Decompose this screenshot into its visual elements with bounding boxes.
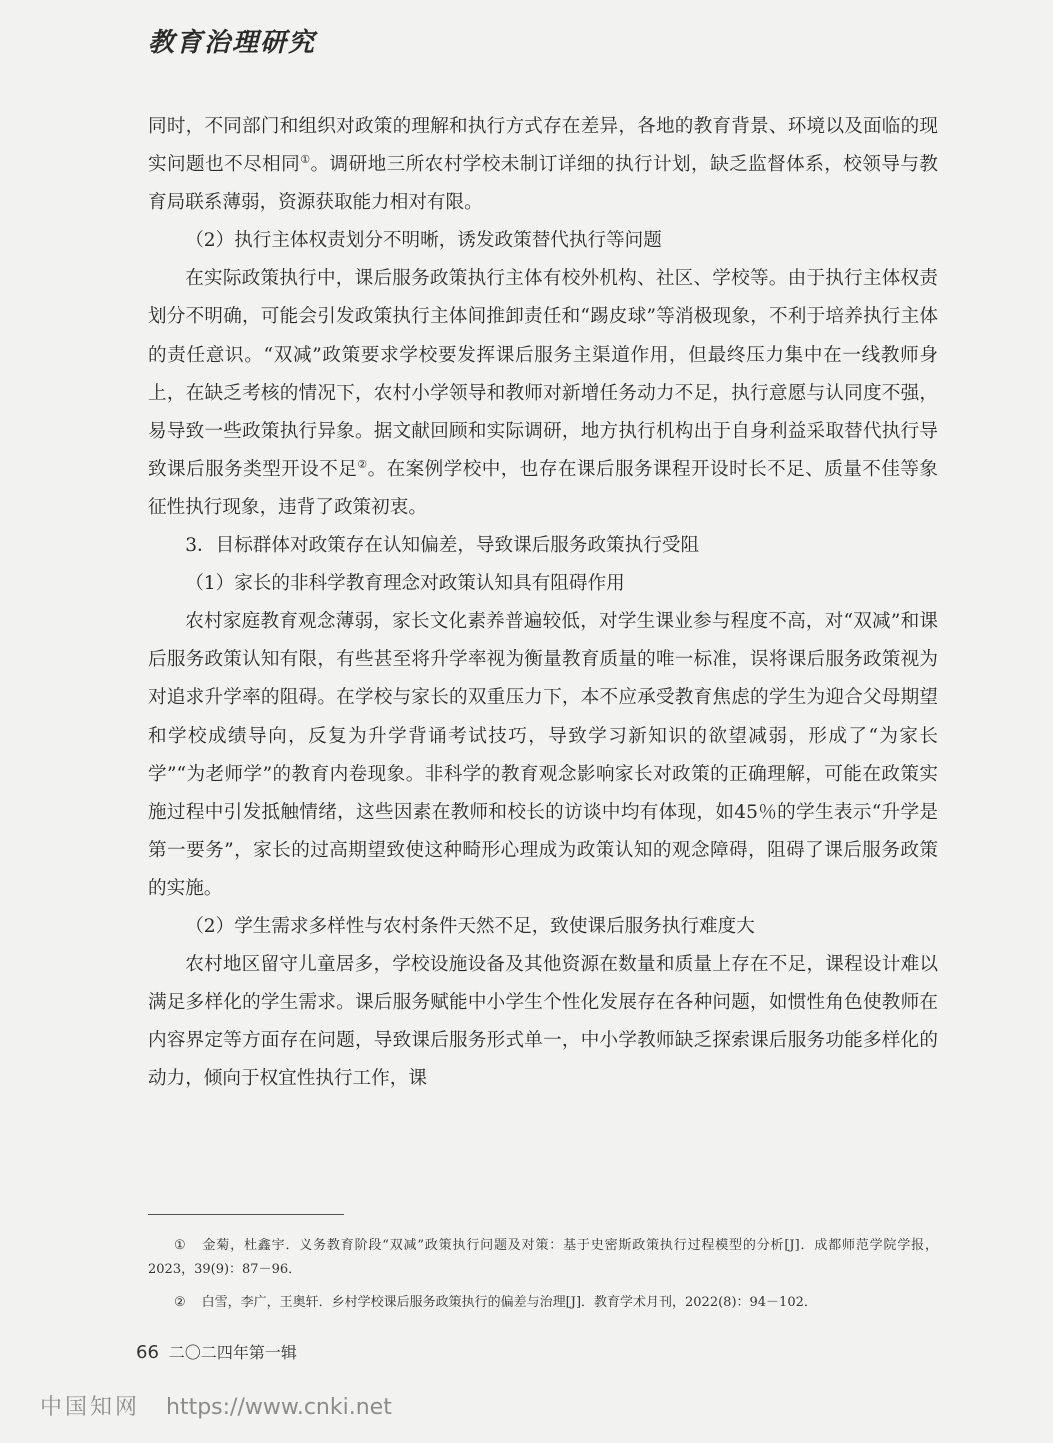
section-heading: 3．目标群体对政策存在认知偏差，导致课后服务政策执行受阻 (185, 535, 700, 557)
page-footer (136, 1340, 297, 1363)
paragraph: 农村家庭教育观念薄弱，家长文化素养普遍较低，对学生课业参与程度不高，对“双减”和课后服务政策认知有限，有些甚至将升学率视为衡量教育质量的唯一标准，误将课后服务政策视为对追求升学率的阻碍。在学校与家长的双重压力下，本不应承受教育焦虑的学生为迎合父母期望和学校成绩导向，反复为升学背诵考试技巧，导致学习新知识的欲望减弱，形成了“为家长学”“为老师学”的教育内卷现象。非科学的教育观念影响家长对政策的正确理解，可能在政策实施过程中引发抵触情绪，这些因素在教师和校长的访谈中均有体现，如45％的学生表示“升学是第一要务”，家长的过高期望致使这种畸形心理成为政策认知的观念障碍，阻碍了课后服务政策的实施。 (148, 611, 938, 899)
footnote-mark: ② (174, 1295, 186, 1310)
footnote-divider (148, 1214, 344, 1215)
footnote-ref-1[interactable]: ① (300, 153, 311, 167)
footnote-mark: ① (174, 1238, 187, 1253)
watermark-site-name: 中国知网 (40, 1395, 141, 1420)
page-number: 66 (136, 1342, 159, 1363)
subsection-heading: （2）学生需求多样性与农村条件天然不足，致使课后服务执行难度大 (185, 915, 755, 937)
footnote-2: ② 白雪，李广，王奥轩．乡村学校课后服务政策执行的偏差与治理[J]．教育学术月刊，2022(8)：94－102． (174, 1295, 817, 1310)
subsection-heading: （2）执行主体权责划分不明晰，诱发政策替代执行等问题 (185, 230, 662, 252)
issue-label: 二〇二四年第一辑 (168, 1343, 297, 1362)
footnotes (148, 1234, 938, 1324)
subsection-heading: （1）家长的非科学教育理念对政策认知具有阻碍作用 (185, 573, 625, 595)
paragraph: 农村地区留守儿童居多，学校设施设备及其他资源在数量和质量上存在不足，课程设计难以满足多样化的学生需求。课后服务赋能中小学生个性化发展存在各种问题，如惯性角色使教师在内容界定等方面存在问题，导致课后服务形式单一，中小学教师缺乏探索课后服务功能多样化的动力，倾向于权宜性执行工作，课 (148, 954, 938, 1090)
watermark-url: https://www.cnki.net (166, 1395, 392, 1420)
paragraph-continued: 同时，不同部门和组织对政策的理解和执行方式存在差异，各地的教育背景、环境以及面临的现实问题也不尽相同①。调研地三所农村学校未制订详细的执行计划，缺乏监督体系，校领导与教育局联系薄弱，资源获取能力相对有限。 (148, 116, 938, 214)
cnki-watermark (40, 1390, 392, 1421)
footnote-ref-2[interactable]: ② (357, 457, 368, 471)
footnote-1: ① 金菊，杜鑫宇．义务教育阶段“双减”政策执行问题及对策：基于史密斯政策执行过程模型的分析[J]．成都师范学院学报，2023，39(9)：87－96． (148, 1238, 938, 1277)
body-text (148, 108, 938, 1098)
journal-title: 教育治理研究 (148, 28, 317, 58)
paragraph: 在实际政策执行中，课后服务政策执行主体有校外机构、社区、学校等。由于执行主体权责划分不明确，可能会引发政策执行主体间推卸责任和“踢皮球”等消极现象，不利于培养执行主体的责任意识。“双减”政策要求学校要发挥课后服务主渠道作用，但最终压力集中在一线教师身上，在缺乏考核的情况下，农村小学领导和教师对新增任务动力不足，执行意愿与认同度不强，易导致一些政策执行异象。据文献回顾和实际调研，地方执行机构出于自身利益采取替代执行导致课后服务类型开设不足②。在案例学校中，也存在课后服务课程开设时长不足、质量不佳等象征性执行现象，违背了政策初衷。 (148, 268, 938, 518)
